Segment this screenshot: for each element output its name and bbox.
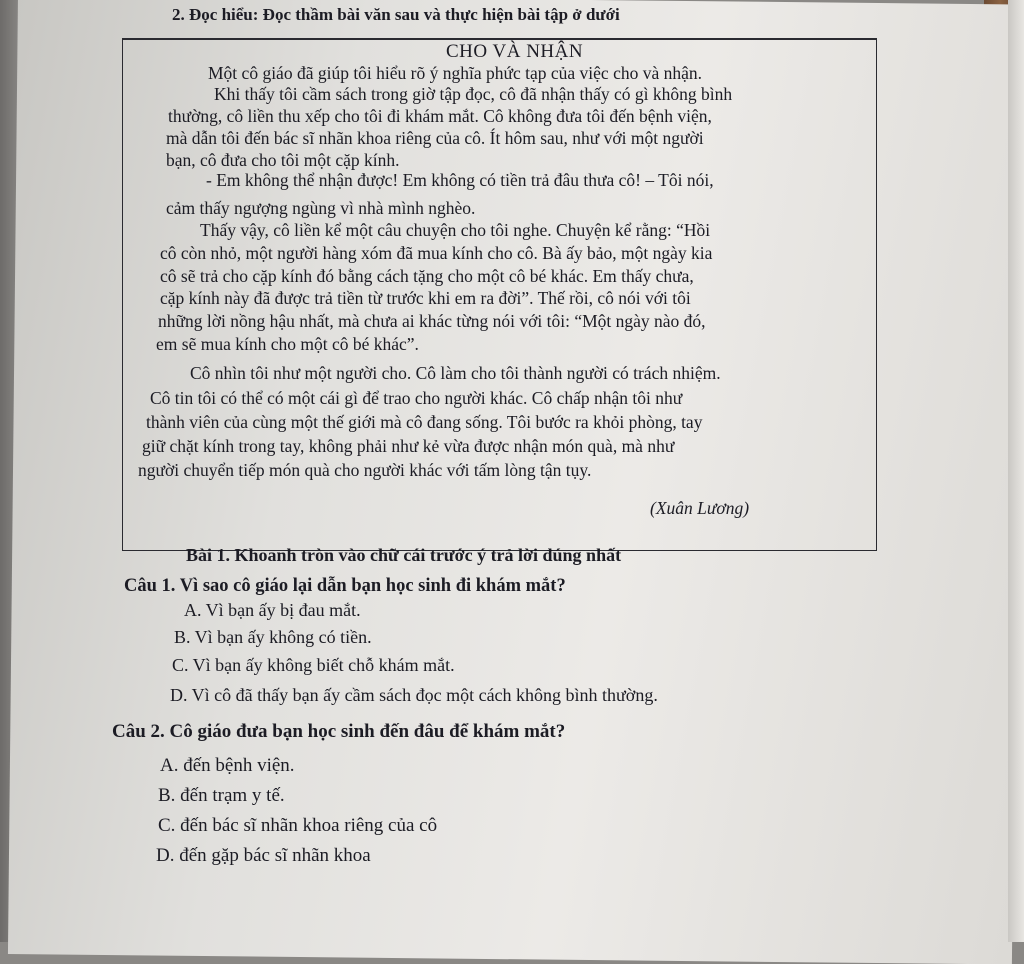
passage-line: - Em không thể nhận được! Em không có tiền trả đâu thưa cô! – Tôi nói,: [206, 170, 714, 190]
passage-line: em sẽ mua kính cho một cô bé khác”.: [156, 334, 419, 354]
passage-line: Thấy vậy, cô liền kể một câu chuyện cho tôi nghe. Chuyện kể rằng: “Hồi: [200, 220, 711, 240]
passage-line: Khi thấy tôi cầm sách trong giờ tập đọc, cô đã nhận thấy có gì không bình: [214, 84, 733, 104]
answer-option: A. đến bệnh viện.: [160, 755, 295, 776]
passage-line: thành viên của cùng một thế giới mà cô đang sống. Tôi bước ra khỏi phòng, tay: [146, 412, 703, 432]
answer-option: A. Vì bạn ấy bị đau mắt.: [184, 600, 361, 620]
passage-line: cô còn nhỏ, một người hàng xóm đã mua kính cho cô. Bà ấy bảo, một ngày kia: [160, 243, 713, 263]
passage-line: cặp kính này đã được trả tiền từ trước khi em ra đời”. Thế rồi, cô nói với tôi: [160, 288, 691, 308]
question-label: Câu 1. Vì sao cô giáo lại dẫn bạn học sinh đi khám mắt?: [124, 576, 566, 596]
passage-line: cảm thấy ngượng ngùng vì nhà mình nghèo.: [166, 198, 476, 218]
passage-line: người chuyển tiếp món quà cho người khác với tấm lòng tận tụy.: [138, 460, 592, 480]
answer-option: B. Vì bạn ấy không có tiền.: [174, 627, 372, 647]
passage-line: bạn, cô đưa cho tôi một cặp kính.: [166, 150, 400, 170]
passage-line: Một cô giáo đã giúp tôi hiểu rõ ý nghĩa phức tạp của việc cho và nhận.: [208, 63, 702, 83]
passage-line: thường, cô liền thu xếp cho tôi đi khám mắt. Cô không đưa tôi đến bệnh viện,: [168, 106, 712, 126]
answer-option: C. đến bác sĩ nhãn khoa riêng của cô: [158, 815, 438, 836]
question-label: Câu 2. Cô giáo đưa bạn học sinh đến đâu để khám mắt?: [112, 721, 566, 742]
passage-line: mà dẫn tôi đến bác sĩ nhãn khoa riêng của cô. Ít hôm sau, như với một người: [166, 128, 704, 148]
passage-line: Cô nhìn tôi như một người cho. Cô làm cho tôi thành người có trách nhiệm.: [190, 363, 721, 383]
paper-edge: [1008, 0, 1024, 942]
passage-line: Cô tin tôi có thể có một cái gì để trao cho người khác. Cô chấp nhận tôi như: [150, 388, 683, 408]
answer-option: D. Vì cô đã thấy bạn ấy cầm sách đọc một cách không bình thường.: [170, 685, 658, 705]
passage-line: cô sẽ trả cho cặp kính đó bằng cách tặng cho một cô bé khác. Em thấy chưa,: [160, 266, 694, 286]
passage-line: những lời nồng hậu nhất, mà chưa ai khác từng nói với tôi: “Một ngày nào đó,: [158, 311, 706, 331]
exercise-heading: Bài 1. Khoanh tròn vào chữ cái trước ý trả lời đúng nhất: [186, 545, 622, 565]
passage-author: (Xuân Lương): [650, 498, 750, 518]
answer-option: D. đến gặp bác sĩ nhãn khoa: [156, 845, 371, 866]
answer-option: B. đến trạm y tế.: [158, 785, 285, 806]
passage-line: giữ chặt kính trong tay, không phải như kẻ vừa được nhận món quà, mà như: [142, 436, 675, 456]
passage-title: CHO VÀ NHẬN: [446, 41, 584, 62]
section-heading: 2. Đọc hiểu: Đọc thầm bài văn sau và thực hiện bài tập ở dưới: [172, 5, 620, 24]
answer-option: C. Vì bạn ấy không biết chỗ khám mắt.: [172, 655, 455, 675]
